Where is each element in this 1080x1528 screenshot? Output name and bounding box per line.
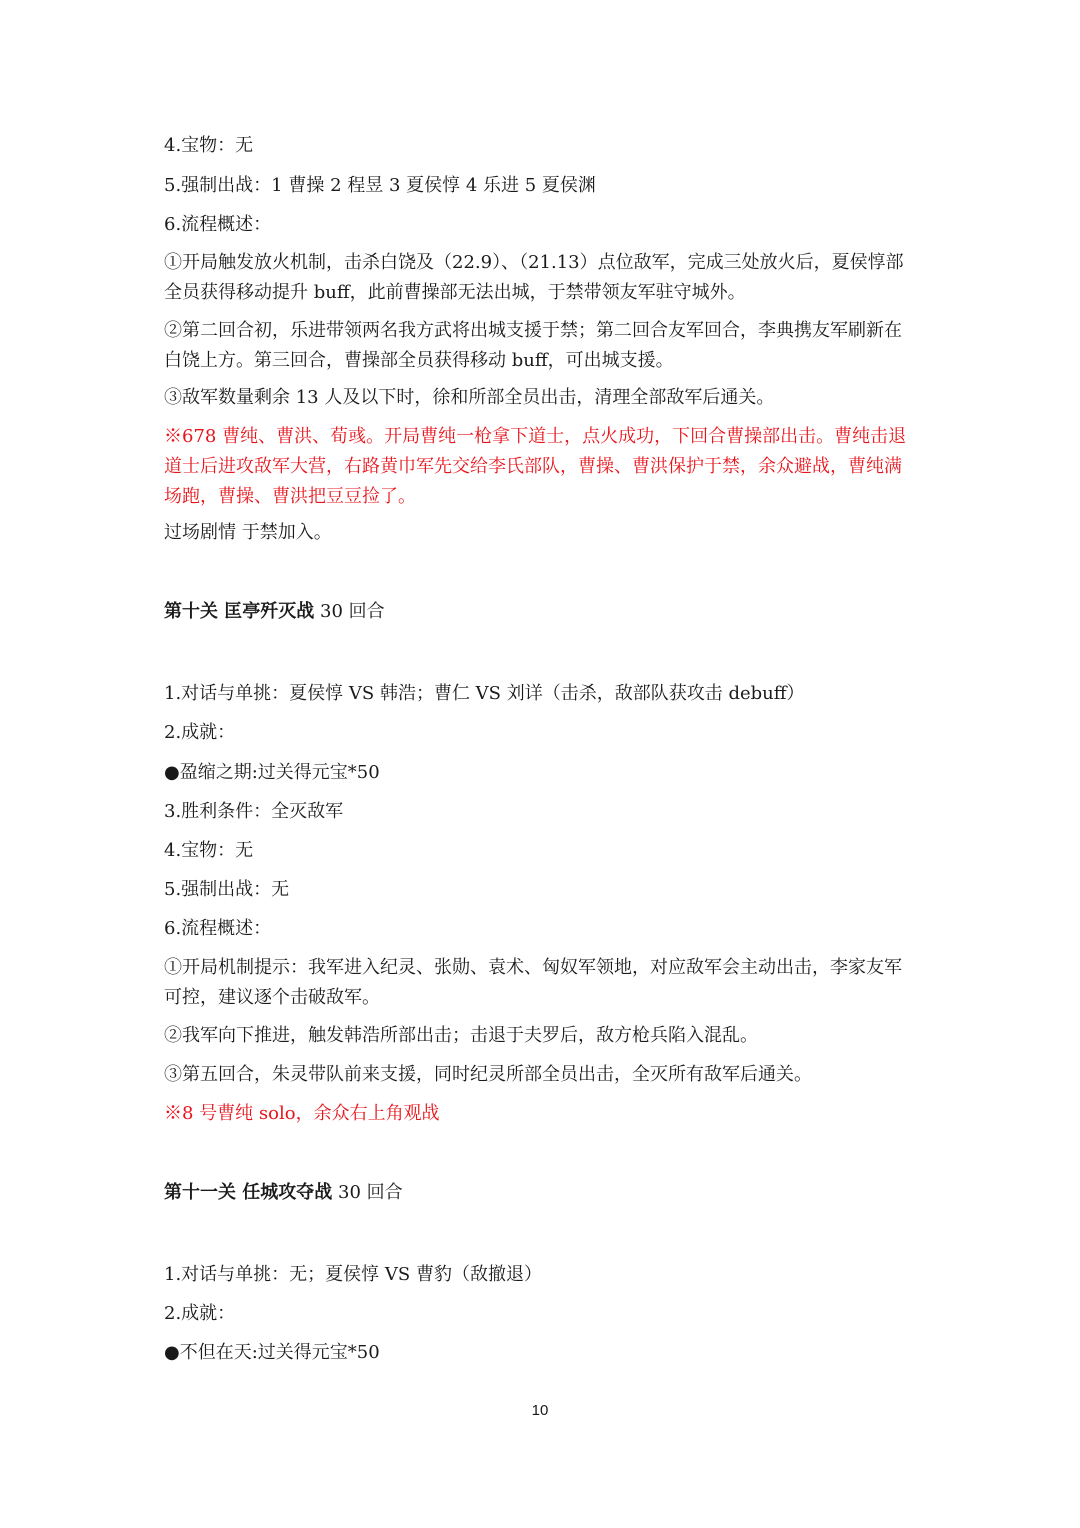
level-10-treasure-line: 4.宝物：无 [164, 840, 254, 861]
level-10-strategy-note: ※8 号曹纯 solo，余众右上角观战 [164, 1103, 440, 1124]
process-step-3: ③敌军数量剩余 13 人及以下时，徐和所部全员出击，清理全部敌军后通关。 [164, 387, 775, 408]
strategy-note: ※678 曹纯、曹洪、荀彧。开局曹纯一枪拿下道士，点火成功，下回合曹操部出击。曹纯击退道士后进攻敌军大营，右路黄巾军先交给李氏部队，曹操、曹洪保护于禁，余众避战，曹纯满场跑，曹操、曹洪把豆豆捡了。 [164, 426, 907, 507]
level-10-victory-line: 3.胜利条件：全灭敌军 [164, 801, 344, 822]
level-10-step-3: ③第五回合，朱灵带队前来支援，同时纪灵所部全员出击，全灭所有敌军后通关。 [164, 1064, 812, 1085]
cutscene-line: 过场剧情 于禁加入。 [164, 522, 332, 543]
level-10-turns: 30 回合 [314, 601, 385, 622]
level-11-duel-line: 1.对话与单挑：无；夏侯惇 VS 曹豹（敌撤退） [164, 1264, 542, 1285]
level-10-heading [164, 597, 385, 626]
treasure-line: 4.宝物：无 [164, 135, 254, 156]
level-11-achievement-item: ●不但在天:过关得元宝*50 [164, 1342, 380, 1363]
level-11-title: 第十一关 任城攻夺战 [164, 1182, 333, 1203]
level-10-duel-line: 1.对话与单挑：夏侯惇 VS 韩浩；曹仁 VS 刘详（击杀，敌部队获攻击 debuff） [164, 683, 805, 704]
page-number: 10 [531, 1402, 549, 1419]
level-10-process-label: 6.流程概述： [164, 918, 272, 939]
level-11-turns: 30 回合 [332, 1182, 403, 1203]
level-10-step-1: ①开局机制提示：我军进入纪灵、张勋、袁术、匈奴军领地，对应敌军会主动出击，李家友军可控，建议逐个击破敌军。 [164, 957, 902, 1008]
level-11-heading [164, 1178, 403, 1207]
process-label: 6.流程概述： [164, 214, 272, 235]
process-step-1: ①开局触发放火机制，击杀白饶及（22.9）、（21.13）点位敌军，完成三处放火后，夏侯惇部全员获得移动提升 buff，此前曹操部无法出城，于禁带领友军驻守城外。 [164, 252, 904, 303]
level-10-achievement-item: ●盈缩之期:过关得元宝*50 [164, 762, 380, 783]
level-10-title: 第十关 匡亭歼灭战 [164, 601, 315, 622]
forced-deploy-line: 5.强制出战：1 曹操 2 程昱 3 夏侯惇 4 乐进 5 夏侯渊 [164, 175, 596, 196]
level-11-achievement-label: 2.成就： [164, 1303, 236, 1324]
level-10-step-2: ②我军向下推进，触发韩浩所部出击；击退于夫罗后，敌方枪兵陷入混乱。 [164, 1025, 758, 1046]
process-step-2: ②第二回合初，乐进带领两名我方武将出城支援于禁；第二回合友军回合，李典携友军刷新在白饶上方。第三回合，曹操部全员获得移动 buff，可出城支援。 [164, 320, 902, 371]
level-10-forced-deploy-line: 5.强制出战：无 [164, 879, 290, 900]
level-10-achievement-label: 2.成就： [164, 722, 236, 743]
